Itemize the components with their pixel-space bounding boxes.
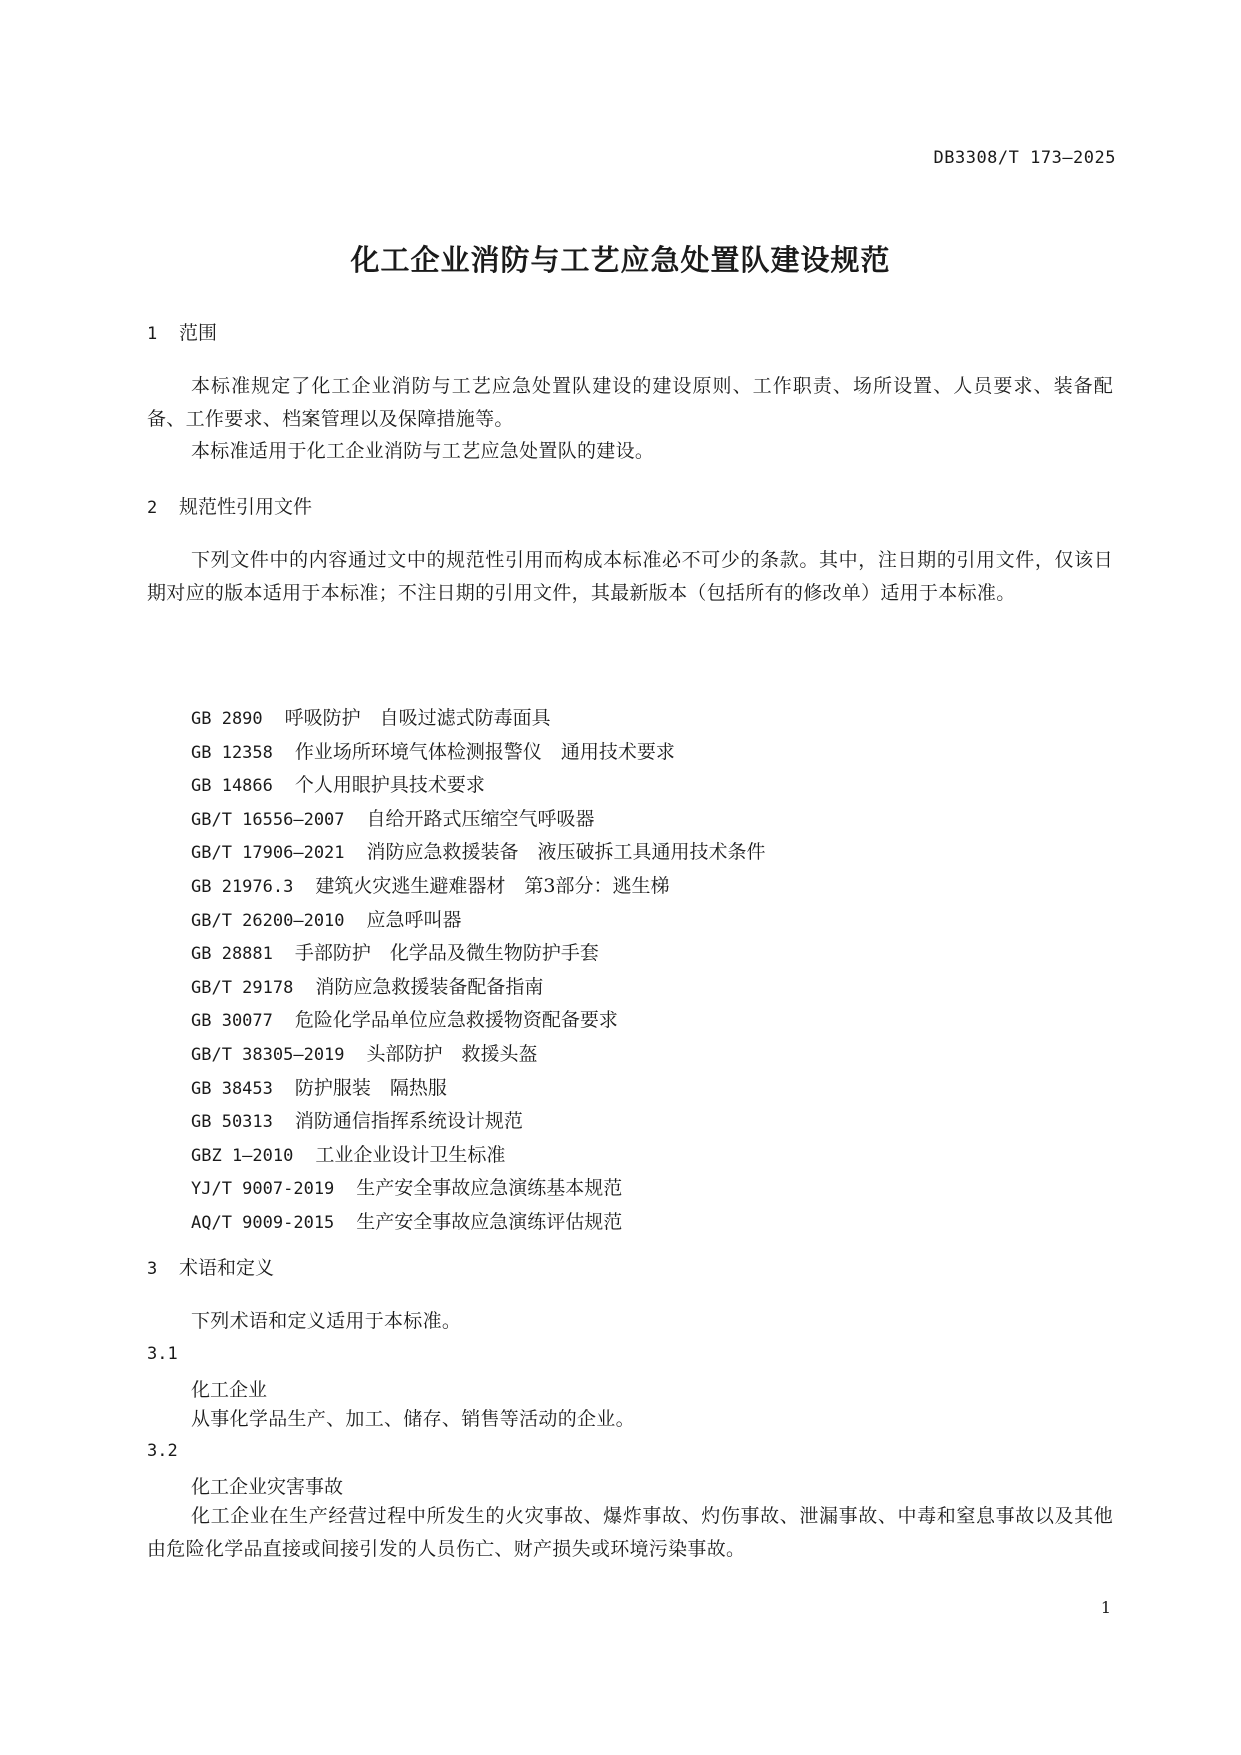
reference-item <box>191 937 766 971</box>
reference-title: 个人用眼护具技术要求 <box>294 774 485 797</box>
term-name: 化工企业灾害事故 <box>191 1476 344 1498</box>
section-number: 1 <box>147 324 158 344</box>
term-name: 化工企业 <box>191 1379 268 1401</box>
standard-code: DB3308/T 173—2025 <box>933 148 1116 168</box>
reference-code: GB 21976.3 <box>191 876 294 897</box>
section-2-heading <box>147 492 312 519</box>
reference-item <box>191 870 766 904</box>
reference-code: GB/T 17906—2021 <box>191 843 345 864</box>
reference-item <box>191 836 766 870</box>
reference-code: GBZ 1—2010 <box>191 1145 294 1166</box>
section-title: 术语和定义 <box>179 1257 275 1279</box>
reference-item <box>191 904 766 938</box>
paragraph: 下列文件中的内容通过文中的规范性引用而构成本标准必不可少的条款。其中，注日期的引用文件，仅该日期对应的版本适用于本标准；不注日期的引用文件，其最新版本（包括所有的修改单）适用于本标准。 <box>147 549 1113 604</box>
reference-title: 工业企业设计卫生标准 <box>315 1143 506 1166</box>
page-number: 1 <box>1100 1598 1111 1617</box>
reference-code: GB 28881 <box>191 944 273 965</box>
reference-title: 应急呼叫器 <box>366 908 462 931</box>
reference-title: 消防通信指挥系统设计规范 <box>294 1110 523 1133</box>
reference-code: GB/T 38305—2019 <box>191 1044 345 1065</box>
reference-title: 作业场所环境气体检测报警仪 通用技术要求 <box>294 740 675 763</box>
reference-code: GB 50313 <box>191 1112 273 1133</box>
reference-title: 呼吸防护 自吸过滤式防毒面具 <box>284 707 551 729</box>
reference-item <box>191 971 766 1005</box>
reference-title: 生产安全事故应急演练基本规范 <box>356 1177 623 1200</box>
clause-number: 3.1 <box>147 1344 178 1364</box>
reference-title: 消防应急救援装备 液压破拆工具通用技术条件 <box>366 841 766 864</box>
reference-title: 头部防护 救援头盔 <box>366 1042 538 1065</box>
reference-code: GB/T 29178 <box>191 977 294 998</box>
reference-item <box>191 1172 766 1206</box>
reference-item <box>191 1139 766 1173</box>
reference-title: 防护服装 隔热服 <box>294 1076 447 1099</box>
reference-code: GB 14866 <box>191 776 273 797</box>
section-3-heading <box>147 1253 274 1280</box>
section-title: 规范性引用文件 <box>179 496 313 518</box>
term-definition: 化工企业在生产经营过程中所发生的火灾事故、爆炸事故、灼伤事故、泄漏事故、中毒和窒息事故以及其他由危险化学品直接或间接引发的人员伤亡、财产损失或环境污染事故。 <box>147 1505 1113 1560</box>
reference-item <box>191 1206 766 1240</box>
reference-item <box>191 1038 766 1072</box>
reference-code: GB 38453 <box>191 1078 273 1099</box>
reference-code: GB 2890 <box>191 709 263 729</box>
document-title: 化工企业消防与工艺应急处置队建设规范 <box>350 243 891 277</box>
reference-item <box>191 736 766 770</box>
reference-code: GB 30077 <box>191 1011 273 1032</box>
reference-title: 建筑火灾逃生避难器材 第3部分：逃生梯 <box>315 874 670 897</box>
reference-code: GB/T 16556—2007 <box>191 809 345 830</box>
reference-title: 消防应急救援装备配备指南 <box>315 975 544 998</box>
reference-title: 危险化学品单位应急救援物资配备要求 <box>294 1009 618 1032</box>
clause-number: 3.2 <box>147 1441 178 1461</box>
section-1-heading <box>147 318 217 345</box>
reference-code: AQ/T 9009-2015 <box>191 1212 335 1233</box>
paragraph: 本标准适用于化工企业消防与工艺应急处置队的建设。 <box>191 440 655 462</box>
reference-title: 自给开路式压缩空气呼吸器 <box>366 807 595 830</box>
reference-item <box>191 1072 766 1106</box>
section-number: 2 <box>147 498 158 518</box>
paragraph: 本标准规定了化工企业消防与工艺应急处置队建设的建设原则、工作职责、场所设置、人员要求、装备配备、工作要求、档案管理以及保障措施等。 <box>147 375 1113 430</box>
reference-item <box>191 702 766 736</box>
section-title: 范围 <box>179 322 218 344</box>
reference-code: GB/T 26200—2010 <box>191 910 345 931</box>
section-number: 3 <box>147 1259 158 1279</box>
normative-references-list <box>191 702 766 1240</box>
reference-item <box>191 769 766 803</box>
term-definition: 从事化学品生产、加工、储存、销售等活动的企业。 <box>191 1408 635 1430</box>
reference-title: 生产安全事故应急演练评估规范 <box>356 1210 623 1233</box>
reference-item <box>191 1004 766 1038</box>
reference-item <box>191 1105 766 1139</box>
paragraph: 下列术语和定义适用于本标准。 <box>191 1310 462 1332</box>
reference-code: YJ/T 9007-2019 <box>191 1179 335 1200</box>
reference-title: 手部防护 化学品及微生物防护手套 <box>294 942 599 965</box>
reference-code: GB 12358 <box>191 742 273 763</box>
reference-item <box>191 803 766 837</box>
